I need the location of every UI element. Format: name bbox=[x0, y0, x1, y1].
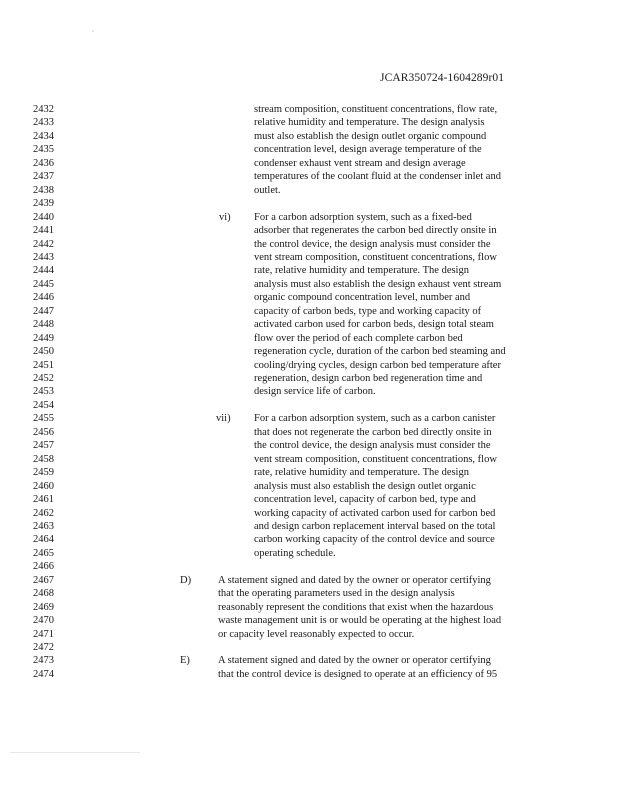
line-number: 2465 bbox=[33, 547, 54, 559]
text-line: relative humidity and temperature. The design analysis bbox=[254, 117, 485, 129]
line-number: 2470 bbox=[33, 615, 54, 627]
text-line: analysis must also establish the design outlet organic bbox=[254, 480, 476, 492]
text-line: regeneration, design carbon bed regeneration time and bbox=[254, 373, 483, 384]
line-number: 2468 bbox=[33, 588, 54, 600]
line-number: 2461 bbox=[33, 494, 54, 506]
line-number: 2466 bbox=[33, 561, 54, 573]
text-line: A statement signed and dated by the owner or operator certifying bbox=[218, 655, 491, 667]
text-line: vent stream composition, constituent concentrations, flow bbox=[254, 453, 497, 465]
line-number: 2472 bbox=[33, 642, 54, 653]
text-line: temperatures of the coolant fluid at the condenser inlet and bbox=[254, 171, 501, 183]
line-number: 2447 bbox=[33, 305, 54, 317]
text-line: rate, relative humidity and temperature. The design bbox=[254, 265, 469, 277]
text-line: stream composition, constituent concentrations, flow rate, bbox=[254, 104, 498, 115]
line-number: 2434 bbox=[33, 130, 54, 142]
text-line: or capacity level reasonably expected to occur. bbox=[218, 628, 415, 640]
list-marker: vi) bbox=[219, 211, 231, 223]
text-line: activated carbon used for carbon beds, design total steam bbox=[254, 319, 494, 331]
line-number: 2473 bbox=[33, 655, 54, 667]
line-number: 2453 bbox=[33, 386, 54, 398]
text-line: waste management unit is or would be operating at the highest load bbox=[218, 615, 502, 627]
line-number: 2464 bbox=[33, 534, 54, 546]
line-number: 2450 bbox=[33, 346, 54, 358]
text-line: rate, relative humidity and temperature. The design bbox=[254, 467, 469, 479]
text-line: that the control device is designed to operate at an efficiency of 95 bbox=[218, 668, 498, 680]
line-number: 2449 bbox=[33, 332, 54, 344]
line-number: 2471 bbox=[33, 628, 54, 640]
text-line: reasonably represent the conditions that exist when the hazardous bbox=[218, 601, 494, 613]
line-number: 2444 bbox=[33, 265, 54, 277]
text-line: the control device, the design analysis must consider the bbox=[254, 440, 491, 452]
line-number: 2435 bbox=[33, 144, 54, 156]
footer-rule bbox=[10, 752, 140, 753]
line-number: 2467 bbox=[33, 574, 54, 586]
line-number: 2452 bbox=[33, 373, 54, 384]
text-line: adsorber that regenerates the carbon bed directly onsite in bbox=[254, 225, 497, 237]
line-number: 2451 bbox=[33, 359, 54, 371]
line-number: 2462 bbox=[33, 507, 54, 519]
line-number: 2443 bbox=[33, 251, 54, 263]
text-line: cooling/drying cycles, design carbon bed temperature after bbox=[254, 359, 501, 371]
line-number: 2440 bbox=[33, 211, 54, 223]
line-number: 2458 bbox=[33, 453, 54, 465]
line-number: 2439 bbox=[33, 198, 54, 210]
line-number: 2432 bbox=[33, 104, 54, 115]
text-line: For a carbon adsorption system, such as a fixed-bed bbox=[254, 211, 472, 223]
line-number: 2441 bbox=[33, 225, 54, 237]
line-number: 2455 bbox=[33, 413, 54, 425]
line-number: 2433 bbox=[33, 117, 54, 129]
line-number: 2454 bbox=[33, 399, 54, 411]
line-number: 2445 bbox=[33, 278, 54, 290]
line-number: 2457 bbox=[33, 440, 54, 452]
text-line: concentration level, capacity of carbon bed, type and bbox=[254, 494, 476, 506]
text-line: A statement signed and dated by the owner or operator certifying bbox=[218, 574, 491, 586]
line-number: 2460 bbox=[33, 480, 54, 492]
line-number: 2448 bbox=[33, 319, 54, 331]
text-line: must also establish the design outlet organic compound bbox=[254, 130, 487, 142]
text-line: and design carbon replacement interval based on the total bbox=[254, 520, 496, 532]
text-line: design service life of carbon. bbox=[254, 386, 376, 398]
line-number: 2446 bbox=[33, 292, 54, 304]
text-line: that the operating parameters used in the design analysis bbox=[218, 588, 455, 600]
text-line: vent stream composition, constituent concentrations, flow bbox=[254, 251, 497, 263]
line-number: 2442 bbox=[33, 238, 54, 250]
line-number: 2436 bbox=[33, 157, 54, 169]
text-line: the control device, the design analysis must consider the bbox=[254, 238, 491, 250]
line-number: 2437 bbox=[33, 171, 54, 183]
line-number: 2463 bbox=[33, 520, 54, 532]
line-number: 2438 bbox=[33, 184, 54, 196]
text-line: operating schedule. bbox=[254, 547, 336, 559]
text-line: regeneration cycle, duration of the carbon bed steaming and bbox=[254, 346, 506, 358]
text-line: working capacity of activated carbon used for carbon bed bbox=[254, 507, 496, 519]
text-line: condenser exhaust vent stream and design average bbox=[254, 157, 466, 169]
text-line: concentration level, design average temperature of the bbox=[254, 144, 482, 156]
text-line: that does not regenerate the carbon bed directly onsite in bbox=[254, 426, 492, 438]
line-number: 2469 bbox=[33, 601, 54, 613]
text-line: For a carbon adsorption system, such as a carbon canister bbox=[254, 413, 496, 425]
line-number: 2474 bbox=[33, 668, 54, 680]
text-line: analysis must also establish the design exhaust vent stream bbox=[254, 278, 502, 290]
list-marker: E) bbox=[180, 655, 190, 667]
list-marker: D) bbox=[180, 574, 192, 586]
list-marker: vii) bbox=[216, 413, 231, 425]
line-number: 2459 bbox=[33, 467, 54, 479]
line-number: 2456 bbox=[33, 426, 54, 438]
text-line: carbon working capacity of the control device and source bbox=[254, 534, 495, 546]
document-id-header: JCAR350724-1604289r01 bbox=[380, 72, 505, 84]
text-line: organic compound concentration level, number and bbox=[254, 292, 471, 304]
text-line: flow over the period of each complete carbon bed bbox=[254, 332, 463, 344]
scan-speck bbox=[92, 30, 94, 32]
text-line: outlet. bbox=[254, 184, 281, 196]
text-line: capacity of carbon beds, type and working capacity of bbox=[254, 305, 482, 317]
